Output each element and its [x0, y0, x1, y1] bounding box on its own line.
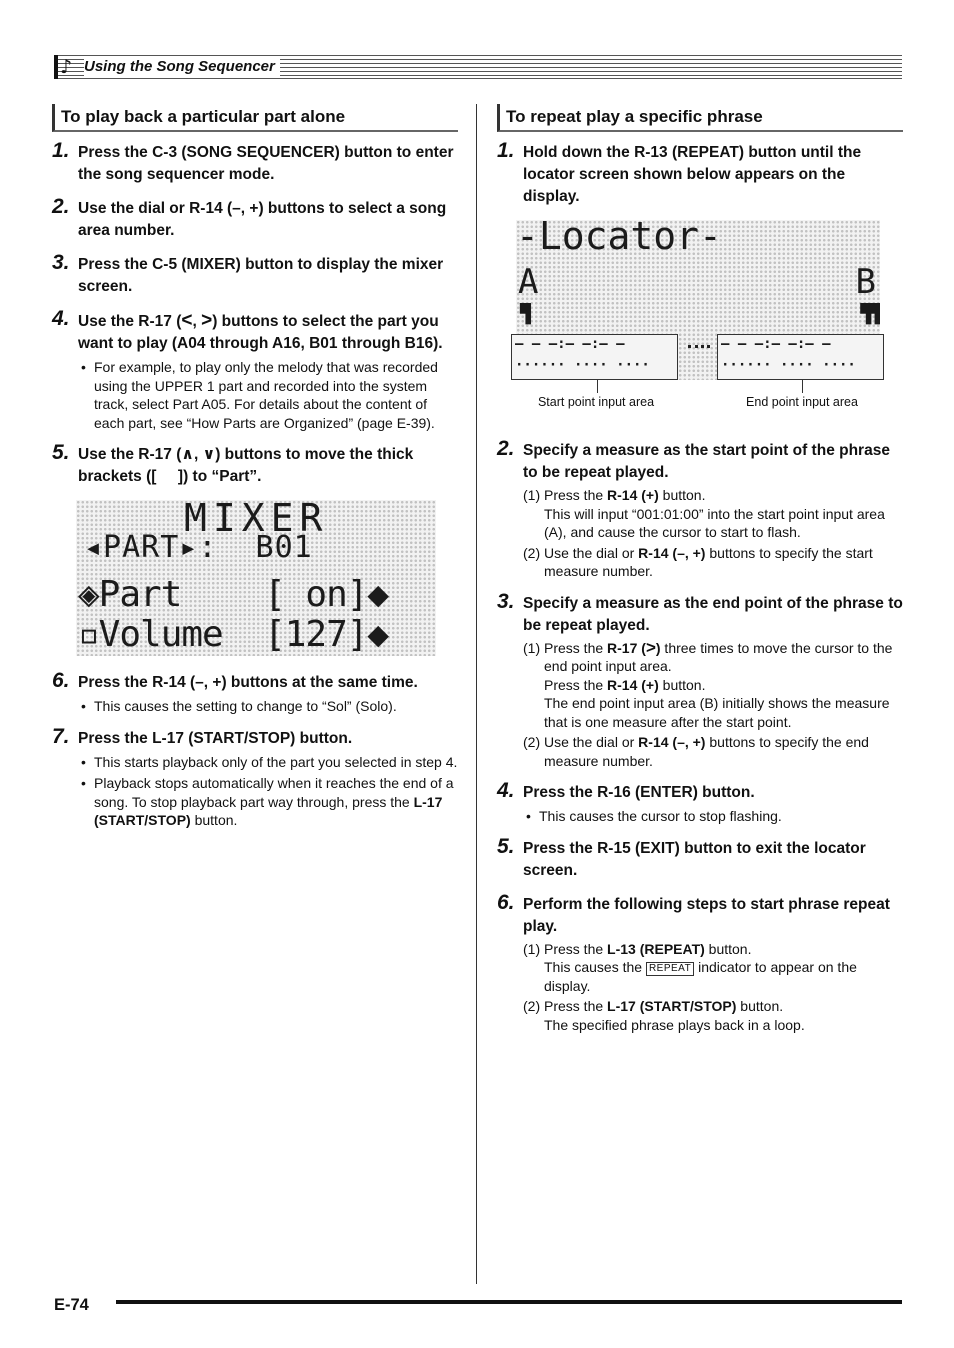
- substep-1: [523, 940, 903, 996]
- column-divider: [476, 104, 477, 1284]
- step-number: 1.: [52, 139, 70, 162]
- text-part: Use the R-17 (: [78, 313, 182, 330]
- step-text: Press the L-17 (START/STOP) button.: [78, 729, 353, 747]
- text-part: ) buttons to move the thick brackets ([ ]) to “Part”.: [78, 446, 418, 485]
- start-area-caption: Start point input area: [537, 395, 655, 409]
- text-part: buttons to specify the end measure number.: [544, 734, 869, 769]
- text-part: buttons to specify the start measure number.: [544, 544, 873, 579]
- step-4: [52, 307, 458, 432]
- text-part: Press the: [544, 487, 608, 503]
- text-part: ,: [193, 446, 203, 463]
- header-accent-bar: [54, 55, 58, 79]
- step-1: [52, 139, 458, 186]
- page-number: E-74: [54, 1296, 89, 1314]
- text-part: button.: [704, 940, 752, 957]
- step-text: Use the dial or R-14 (–, +) buttons to select a song area number.: [78, 200, 447, 239]
- step-4: [497, 779, 903, 826]
- text-part: Press the: [544, 940, 608, 957]
- text-part: Press the: [544, 676, 608, 693]
- substep-text: [544, 733, 903, 770]
- button-ref: L-17 (START/STOP): [94, 793, 443, 828]
- lcd-small-symbol-right: ▜▜: [860, 304, 878, 325]
- step-3: [497, 589, 903, 771]
- down-arrow-icon: ∨: [202, 446, 216, 463]
- step-6: [52, 669, 458, 716]
- step-number: 2.: [497, 437, 515, 460]
- lcd-part-line: ◂PART▸: B01: [84, 530, 313, 565]
- substep-2: [523, 733, 903, 770]
- step-text: Press the R-16 (ENTER) button.: [523, 784, 755, 801]
- step-3: [52, 251, 458, 298]
- right-chevron-icon: >: [645, 637, 656, 657]
- step-number: 5.: [52, 441, 70, 464]
- substep-detail: The end point input area (B) initially shows the measure that is one measure after the start point.: [544, 695, 890, 730]
- step-text: Perform the following steps to start phrase repeat play.: [523, 895, 890, 935]
- button-ref: ): [655, 639, 661, 656]
- lcd-end-dash: — — —:— —:— —: [721, 336, 831, 352]
- end-area-caption: End point input area: [746, 395, 858, 409]
- substep-detail: [544, 958, 903, 995]
- substep-text: [544, 940, 903, 959]
- step-number: 4.: [52, 307, 70, 330]
- lcd-point-a: A: [518, 262, 541, 302]
- step-text: Specify a measure as the end point of the phrase to be repeat played.: [523, 594, 903, 634]
- substep-1: [523, 639, 903, 732]
- substep-2: [523, 997, 903, 1034]
- left-column: [52, 104, 458, 842]
- lcd-small-symbol-left: ▜: [520, 304, 533, 325]
- step-2: [52, 195, 458, 242]
- substep-number: (1): [523, 940, 541, 957]
- substep-number: (1): [523, 487, 541, 503]
- step-text: Press the R-15 (EXIT) button to exit the locator screen.: [523, 839, 866, 879]
- lcd-start-dash: — — —:— —:— —: [515, 336, 625, 352]
- text-part: Press the: [544, 998, 608, 1014]
- substep-detail: The specified phrase plays back in a loop.: [544, 1016, 805, 1033]
- right-chevron-icon: >: [201, 310, 213, 331]
- substep-text: [544, 486, 903, 505]
- step-number: 4.: [497, 779, 515, 802]
- step-text: Press the C-5 (MIXER) button to display the mixer screen.: [78, 256, 444, 295]
- substep-text: [544, 639, 903, 676]
- step-5: [497, 834, 903, 882]
- bullet-note: • For example, to play only the melody that was recorded using the UPPER 1 part and recorded into the system track, select Part A05. For details about the content of each part, see “How Parts are Organized” (page E-39).: [78, 358, 458, 432]
- button-ref: L-17 (START/STOP): [607, 998, 737, 1014]
- substep-text: [544, 997, 903, 1016]
- substep-number: (2): [523, 544, 541, 561]
- repeat-indicator-icon: REPEAT: [646, 962, 694, 976]
- lcd-middle-dashes: [688, 345, 710, 348]
- step-text: [78, 444, 458, 488]
- left-chevron-icon: <: [181, 310, 193, 331]
- lcd-mixer-title: MIXER: [184, 500, 329, 540]
- text-part: indicator to appear on the display.: [544, 959, 857, 994]
- text-part: Playback stops automatically when it reaches the end of a song. To stop playback part way through, press the: [94, 775, 454, 810]
- text-part: button.: [658, 676, 706, 693]
- step-number: 1.: [497, 139, 515, 162]
- substep-detail: [544, 676, 903, 695]
- up-arrow-icon: ∧: [181, 446, 194, 463]
- text-part: Press the: [544, 639, 608, 656]
- button-ref: L-13 (REPEAT): [607, 940, 705, 957]
- step-1: [497, 139, 903, 208]
- step-text: Hold down the R-13 (REPEAT) button until the locator screen shown below appears on the display.: [523, 144, 862, 205]
- start-point-input-area: [511, 334, 678, 380]
- substep-number: (2): [523, 998, 541, 1014]
- text-part: button.: [658, 487, 706, 503]
- button-ref: R-14 (–, +): [638, 544, 706, 561]
- text-part: Use the dial or: [544, 544, 639, 561]
- lcd-end-dot: ······ ···· ····: [721, 357, 856, 373]
- step-text: Press the R-14 (–, +) buttons at the same time.: [78, 674, 418, 691]
- substep-2: [523, 544, 903, 581]
- step-number: 7.: [52, 724, 70, 748]
- step-6: [497, 890, 903, 1035]
- step-5: [52, 441, 458, 488]
- step-2: [497, 437, 903, 581]
- step-number: 2.: [52, 195, 70, 218]
- mixer-lcd-screen: [76, 500, 436, 656]
- substep-detail: This will input “001:01:00” into the start point input area (A), and cause the cursor to start to flash.: [544, 505, 885, 540]
- lcd-volume: ▫Volume [127]◆: [78, 614, 389, 655]
- substep-number: (2): [523, 734, 541, 750]
- substep-1: [523, 486, 903, 542]
- button-ref: R-14 (–, +): [638, 734, 706, 750]
- text-part: three times to move the cursor to the end point input area.: [544, 639, 893, 674]
- section-heading-repeat-phrase: To repeat play a specific phrase: [497, 104, 903, 132]
- substep-text: [544, 544, 903, 581]
- bullet-note: • This starts playback only of the part you selected in step 4.: [78, 753, 458, 772]
- bullet-note: • This causes the setting to change to “Sol” (Solo).: [78, 697, 458, 716]
- step-number: 3.: [52, 251, 70, 274]
- footer-rule: [116, 1300, 902, 1304]
- text-part: This causes the: [544, 959, 646, 975]
- lcd-start-dot: ······ ···· ····: [515, 357, 650, 373]
- text-part: button.: [190, 812, 238, 828]
- bullet-note: [78, 774, 458, 830]
- substep-number: (1): [523, 639, 541, 656]
- button-ref: R-14 (+): [607, 676, 659, 693]
- lcd-part-toggle: ◈Part [ on]◆: [78, 574, 389, 615]
- step-number: 6.: [52, 669, 70, 692]
- step-number: 3.: [497, 589, 515, 613]
- end-point-input-area: [717, 334, 884, 380]
- music-note-icon: ♪: [60, 56, 73, 78]
- locator-figure: [511, 220, 891, 420]
- button-ref: R-17 (: [607, 639, 646, 656]
- text-part: button.: [736, 998, 784, 1014]
- bullet-note: • This causes the cursor to stop flashing.: [523, 807, 903, 826]
- step-text: Press the C-3 (SONG SEQUENCER) button to enter the song sequencer mode.: [78, 144, 454, 183]
- step-text: Specify a measure as the start point of the phrase to be repeat played.: [523, 442, 890, 481]
- running-header-title: Using the Song Sequencer: [84, 58, 280, 76]
- text-part: ,: [192, 313, 202, 330]
- text-part: ) buttons to select the part you want to play (A04 through A16, B01 through B16).: [78, 313, 443, 352]
- text-part: Use the R-17 (: [78, 446, 182, 463]
- step-7: [52, 724, 458, 830]
- lcd-locator-title: -Locator-: [516, 220, 722, 258]
- section-heading-play-part: To play back a particular part alone: [52, 104, 458, 132]
- button-ref: R-14 (+): [607, 487, 659, 503]
- right-column: [497, 104, 903, 1046]
- lcd-point-b: B: [855, 262, 878, 302]
- start-area-leader-line: [597, 379, 598, 393]
- end-area-leader-line: [802, 379, 803, 393]
- step-text: [78, 310, 458, 355]
- text-part: Use the dial or: [544, 734, 639, 750]
- step-number: 5.: [497, 834, 515, 858]
- step-number: 6.: [497, 890, 515, 914]
